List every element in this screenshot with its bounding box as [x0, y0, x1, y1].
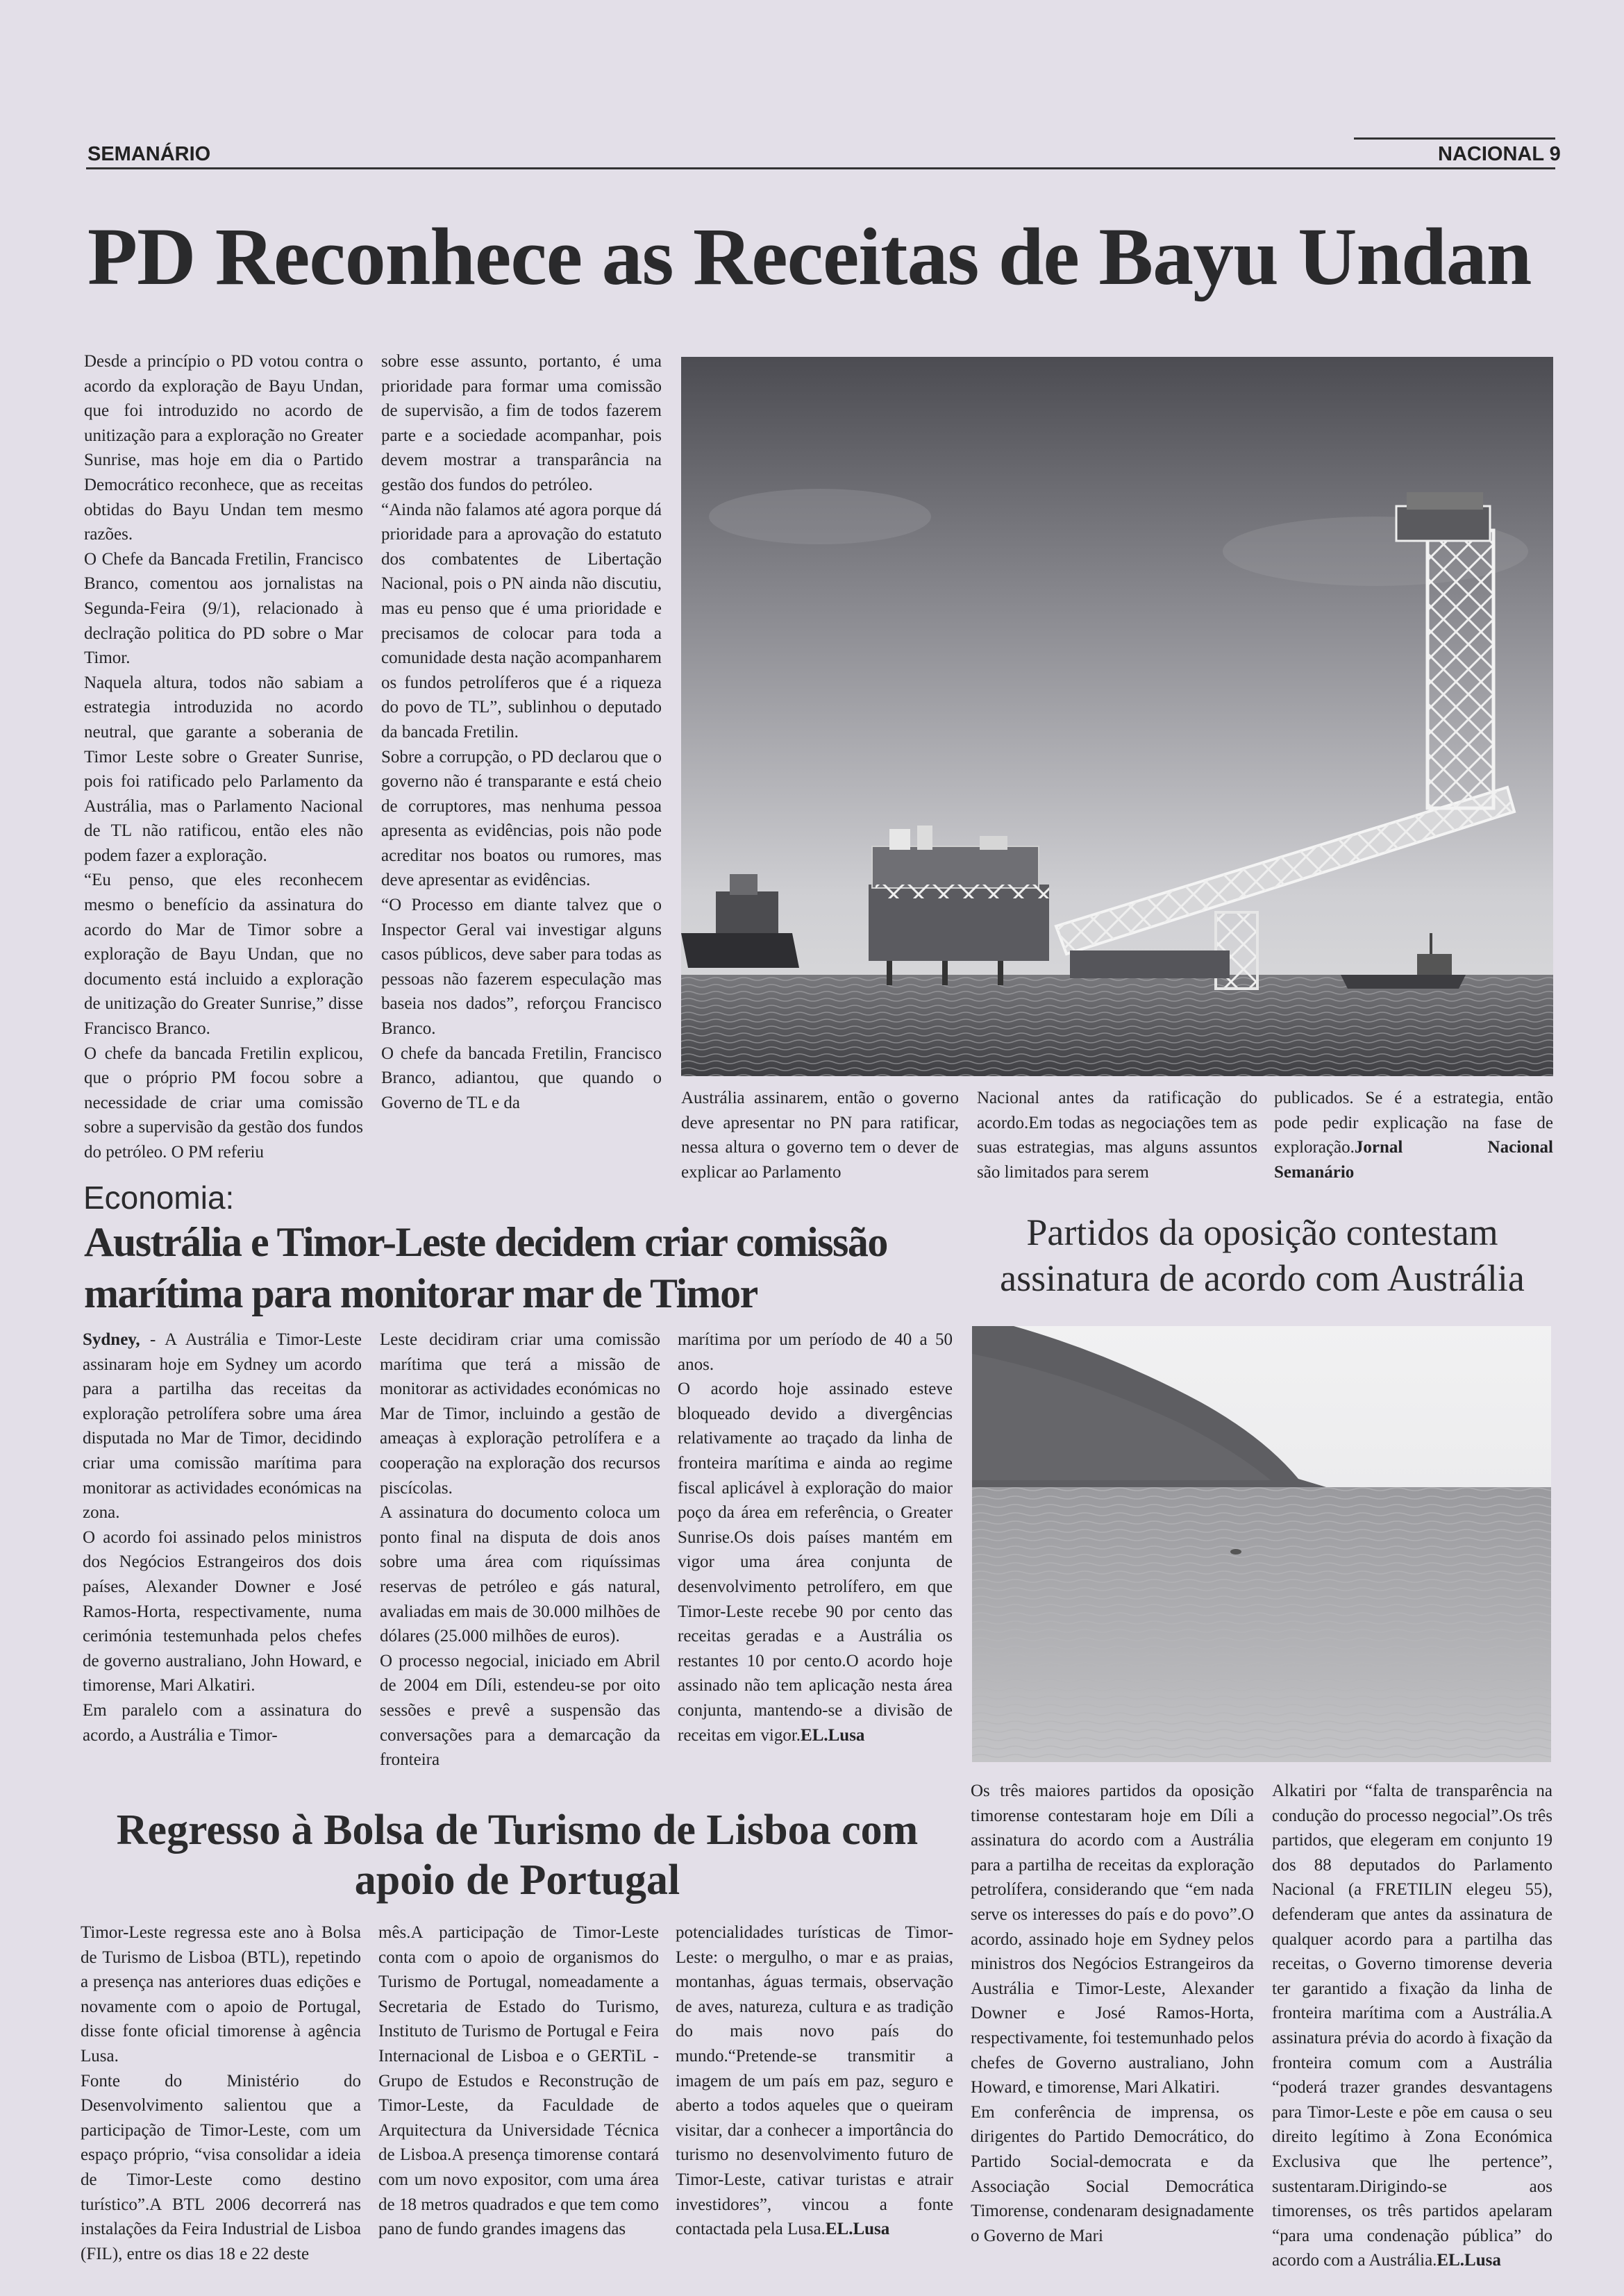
turismo-col3 [676, 1920, 953, 2247]
main-article-col3 [681, 1086, 959, 1180]
section-kicker: Economia: [83, 1180, 235, 1216]
byline: EL.Lusa [1437, 2251, 1501, 2270]
paragraph: O processo negocial, iniciado em Abril de 2004 em Díli, estendeu-se por oito sessões e prevê a suspensão das conversações para a demarcação da fronteira [380, 1651, 660, 1770]
byline: Jornal Nacional Semanário [1274, 1138, 1553, 1182]
header-rule [86, 167, 1555, 169]
paragraph: A assinatura do documento coloca um ponto final na disputa de dois anos sobre uma área com riquíssimas reservas de petróleo e gás natural, avaliadas em mais de 30.000 milhões de dólares (25.000 milhões de euros). [380, 1503, 660, 1646]
paragraph: - A Austrália e Timor-Leste assinaram hoje em Sydney um acordo para a partilha das receitas da exploração petrolífera sobre uma área disputada no Mar de Timor, decidindo criar uma comissão marítima para monitorar as actividades económicas na zona. [83, 1330, 362, 1523]
main-article-col2 [381, 349, 662, 1179]
economia-headline-line1: Austrália e Timor-Leste decidem criar comissão [84, 1219, 887, 1265]
main-article-col5 [1274, 1086, 1553, 1180]
header-publication: SEMANÁRIO [87, 143, 211, 165]
turismo-headline-line1: Regresso à Bolsa de Turismo de Lisboa com [116, 1807, 919, 1854]
turismo-col2 [378, 1920, 659, 2247]
paragraph: publicados. Se é a estrategia, então pode pedir explicação na fase de exploração. [1274, 1089, 1553, 1157]
main-article-col1 [84, 349, 363, 1179]
coastline-photo [972, 1326, 1551, 1762]
dateline: Sydney, [83, 1330, 140, 1349]
economia-col2 [380, 1327, 660, 1804]
partidos-headline-line1: Partidos da oposição contestam [1026, 1212, 1498, 1253]
economia-col1 [83, 1327, 362, 1804]
paragraph: Naquela altura, todos não sabiam a estrategia introduzida no acordo neutral, que garante a soberania de Timor Leste sobre o Greater Sunrise, pois foi ratificado pelo Parlamento da Austrália, mas o Parlamento Nacional de TL não ratificou, então eles não podem fazer a exploração. [84, 673, 363, 865]
paragraph: Em conferência de imprensa, os dirigentes do Partido Democrático, do Partido Social-democrata e da Associação Social Democrática Timorense, condenaram designadamente o Governo de Mari [971, 2102, 1254, 2245]
paragraph: mês.A participação de Timor-Leste conta com o apoio de organismos do Turismo de Portugal, nomeadamente a Secretaria de Estado do Turismo, Instituto de Turismo de Portugal e Feira Internacional de Lisboa e o GERTiL - Grupo de Estudos e Reconstrução de Timor-Leste, da Faculdade de Arquitectura da Universidade Técnica de Lisboa.A presença timorense contará com um novo expositor, com uma área de 18 metros quadrados e que tem como pano de fundo grandes imagens das [378, 1923, 659, 2239]
paragraph: Austrália assinarem, então o governo deve apresentar no PN para ratificar, nessa altura o governo tem o dever de explicar ao Parlamento [681, 1089, 959, 1182]
economia-col3 [678, 1327, 953, 1804]
partidos-col1 [971, 1779, 1254, 2248]
paragraph: potencialidades turísticas de Timor-Leste: o mergulho, o mar e as praias, montanhas, águas termais, observação de aves, natureza, cultura e as tradição do mais novo país do mundo.“Pretende-se transmitir a imagem de um país em paz, seguro e aberto a todos aqueles que o queiram visitar, dar a conhecer a importância do turismo no desenvolvimento futuro de Timor-Leste, cativar turistas e atrair investidores”, vincou a fonte contactada pela Lusa. [676, 1923, 953, 2239]
paragraph: O acordo foi assinado pelos ministros dos Negócios Estrangeiros dos dois países, Alexander Downer e José Ramos-Horta, respectivamente, numa cerimónia testemunhada pelos chefes de governo australiano, John Howard, e timorense, Mari Alkatiri. [83, 1527, 362, 1695]
paragraph: Leste decidiram criar uma comissão marítima que terá a missão de monitorar as actividades económicas no Mar de Timor, incluindo a gestão de ameaças à exploração petrolífera e a cooperação na exploração dos recursos piscícolas. [380, 1330, 660, 1498]
byline: EL.Lusa [825, 2220, 890, 2239]
main-headline: PD Reconhece as Receitas de Bayu Undan [87, 211, 1532, 302]
paragraph: Em paralelo com a assinatura do acordo, a Austrália e Timor- [83, 1700, 362, 1745]
turismo-headline [83, 1805, 951, 1905]
turismo-headline-line2: apoio de Portugal [354, 1857, 680, 1904]
paragraph: Os três maiores partidos da oposição timorense contestaram hoje em Díli a assinatura do acordo com a Austrália para a partilha de receitas da exploração petrolífera, considerando que “em nada serve os interesses do país e do povo”.O acordo, assinado hoje em Sydney pelos ministros dos Negócios Estrangeiros da Austrália e Timor-Leste, Alexander Downer e José Ramos-Horta, respectivamente, foi testemunhado pelos chefes de Governo australiano, John Howard, e timorense, Mari Alkatiri. [971, 1782, 1254, 2097]
oil-platform-photo [681, 357, 1553, 1076]
main-article-col4 [977, 1086, 1257, 1180]
paragraph: O Chefe da Bancada Fretilin, Francisco Branco, comentou aos jornalistas na Segunda-Feira (9/1), relacionado à declração politica do PD sobre o Mar Timor. [84, 549, 363, 668]
paragraph: marítima por um período de 40 a 50 anos. [678, 1330, 953, 1374]
paragraph: Timor-Leste regressa este ano à Bolsa de Turismo de Lisboa (BTL), repetindo a presença nas anteriores duas edições e novamente com o apoio de Portugal, disse fonte oficial timorense à agência Lusa. [81, 1923, 361, 2065]
turismo-col1 [81, 1920, 361, 2263]
paragraph: Desde a princípio o PD votou contra o acordo da exploração de Bayu Undan, que foi introduzido no acordo de unitização para a exploração no Greater Sunrise, mas hoje em dia o Partido Democrático reconhece, que as receitas obtidas do Bayu Undan tem mesmo razões. [84, 352, 363, 544]
paragraph: “Ainda não falamos até agora porque dá prioridade para a aprovação do estatuto dos combatentes de Libertação Nacional, pois o PN ainda não discutiu, mas eu penso que é uma prioridade e precisamos de colocar para toda a comunidade desta nação acompanharem os fundos petrolíferos que é a riqueza do povo de TL”, sublinhou o deputado da bancada Fretilin. [381, 500, 662, 741]
paragraph: O chefe da bancada Fretilin, Francisco Branco, adiantou, que quando o Governo de TL e da [381, 1044, 662, 1112]
byline: EL.Lusa [801, 1725, 865, 1745]
paragraph: Nacional antes da ratificação do acordo.Em todas as negociações tem as suas estrategias, mas alguns assuntos são limitados para serem [977, 1089, 1257, 1182]
economia-headline-line2: marítima para monitorar mar de Timor [84, 1271, 757, 1316]
paragraph: sobre esse assunto, portanto, é uma prioridade para formar uma comissão de supervisão, a fim de todos fazerem parte e a sociedade acompanhar, pois devem mostrar a transparância na gestão dos fundos do petróleo. [381, 352, 662, 494]
paragraph: Alkatiri por “falta de transparência na condução do processo negocial”.Os três partidos, que elegeram em conjunto 19 dos 88 deputados do Parlamento Nacional (a FRETILIN elegeu 55), defenderam que antes da assinatura de qualquer acordo para a partilha das receitas, o Governo timorense deveria ter garantido a fixação da linha de fronteira marítima com a Austrália.A assinatura prévia do acordo à fixação da fronteira comum com a Austrália “poderá trazer grandes desvantagens para Timor-Leste e põe em causa o seu direito legítimo à Zona Económica Exclusiva que lhe pertence”, sustentaram.Dirigindo-se aos timorenses, os três partidos apelaram “para uma condenação pública” do acordo com a Austrália. [1272, 1782, 1552, 2270]
paragraph: “O Processo em diante talvez que o Inspector Geral vai investigar alguns casos públicos, deve saber para todas as pessoas não fazerem especulação mas baseia nos dados”, reforçou Francisco Branco. [381, 896, 662, 1039]
paragraph: Sobre a corrupção, o PD declarou que o governo não é transparante e está cheio de corruptores, mas nenhuma pessoa apresenta as evidências, pois não pode acreditar nos boatos ou rumores, mas deve apresentar as evidências. [381, 747, 662, 890]
header-section-page: NACIONAL 9 [1438, 143, 1561, 165]
paragraph: “Eu penso, que eles reconhecem mesmo o benefício da assinatura do acordo do Mar de Timor sobre a exploração de Bayu Undan, que no documento está incluido a exploração de unitização do Greater Sunrise,” disse Francisco Branco. [84, 871, 363, 1039]
partidos-headline-line2: assinatura de acordo com Austrália [1000, 1257, 1525, 1299]
paragraph: O acordo hoje assinado esteve bloqueado devido a divergências relativamente ao traçado da linha de fronteira marítima e ainda ao regime fiscal aplicável à exploração do maior poço da área em referência, o Greater Sunrise.Os dois países mantém em vigor uma área conjunta de desenvolvimento petrolífero, em que Timor-Leste recebe 90 por cento das receitas geradas e a Austrália os restantes 10 por cento.O acordo hoje assinado não tem aplicação nesta área conjunta, mantendo-se a divisão de receitas em vigor. [678, 1380, 953, 1745]
partidos-col2 [1272, 1779, 1552, 2270]
header-rule-right [1354, 137, 1555, 140]
partidos-headline [971, 1209, 1554, 1301]
paragraph: O chefe da bancada Fretilin explicou, que o próprio PM focou sobre a necessidade de criar uma comissão sobre a supervisão da gestão dos fundos do petróleo. O PM referiu [84, 1044, 363, 1162]
paragraph: Fonte do Ministério do Desenvolvimento salientou que a participação de Timor-Leste, com um espaço próprio, “visa consolidar a ideia de Timor-Leste como destino turístico”.A BTL 2006 decorrerá nas instalações da Feira Industrial de Lisboa (FIL), entre os dias 18 e 22 deste [81, 2071, 361, 2263]
